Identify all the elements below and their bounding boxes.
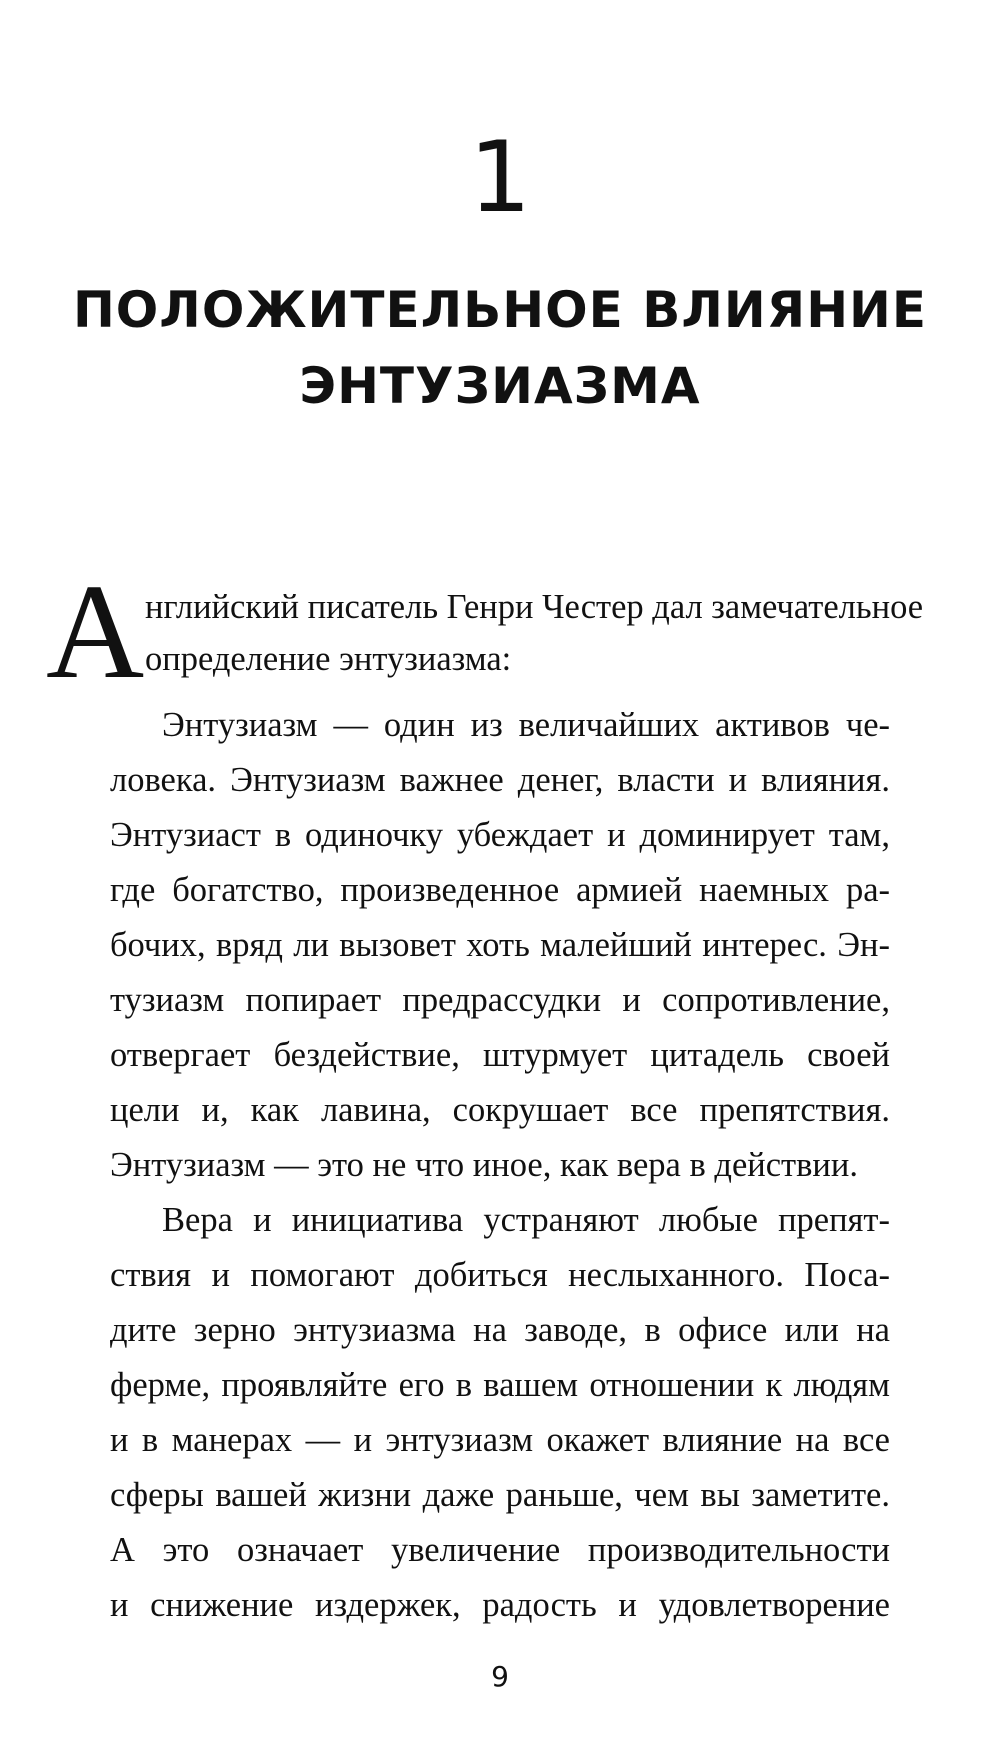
- quote-line: Энтузиазм — один из величайших активов че-: [162, 706, 890, 744]
- page-number: 9: [491, 1660, 509, 1693]
- chapter-title-line: ЭНТУЗИАЗМА: [299, 357, 701, 415]
- quote-line: тузиазм попирает предрассудки и сопротивление,: [110, 981, 890, 1019]
- paragraph-line: Вера и инициатива устраняют любые препят-: [162, 1201, 890, 1239]
- chapter-title-line: ПОЛОЖИТЕЛЬНОЕ ВЛИЯНИЕ: [72, 281, 928, 339]
- chapter-number: 1: [468, 121, 532, 235]
- quote-line: Энтузиазм — это не что иное, как вера в действии.: [110, 1146, 858, 1184]
- paragraph-line: и в манерах — и энтузиазм окажет влияние на все: [110, 1421, 890, 1459]
- quote-line: где богатство, произведенное армией наемных ра-: [110, 871, 890, 909]
- quote-line: отвергает бездействие, штурмует цитадель своей: [110, 1036, 890, 1074]
- drop-cap: А: [46, 557, 145, 707]
- chapter-title: [0, 272, 1000, 424]
- intro-line: определение энтузиазма:: [145, 640, 512, 678]
- quote-line: Энтузиаст в одиночку убеждает и доминирует там,: [110, 816, 890, 854]
- paragraph-line: дите зерно энтузиазма на заводе, в офисе или на: [110, 1311, 890, 1349]
- paragraph-line: ферме, проявляйте его в вашем отношении к людям: [110, 1366, 890, 1404]
- paragraph-line: А это означает увеличение производительности: [110, 1531, 890, 1569]
- quote-line: цели и, как лавина, сокрушает все препятствия.: [110, 1091, 890, 1129]
- paragraph-line: сферы вашей жизни даже раньше, чем вы заметите.: [110, 1476, 890, 1514]
- quote-line: бочих, вряд ли вызовет хоть малейший интерес. Эн-: [110, 926, 890, 964]
- quote-line: ловека. Энтузиазм важнее денег, власти и влияния.: [110, 761, 890, 799]
- intro-line: нглийский писатель Генри Честер дал замечательное: [145, 588, 924, 626]
- paragraph-line: ствия и помогают добиться неслыханного. Поса-: [110, 1256, 890, 1294]
- paragraph-line: и снижение издержек, радость и удовлетворение: [110, 1586, 890, 1624]
